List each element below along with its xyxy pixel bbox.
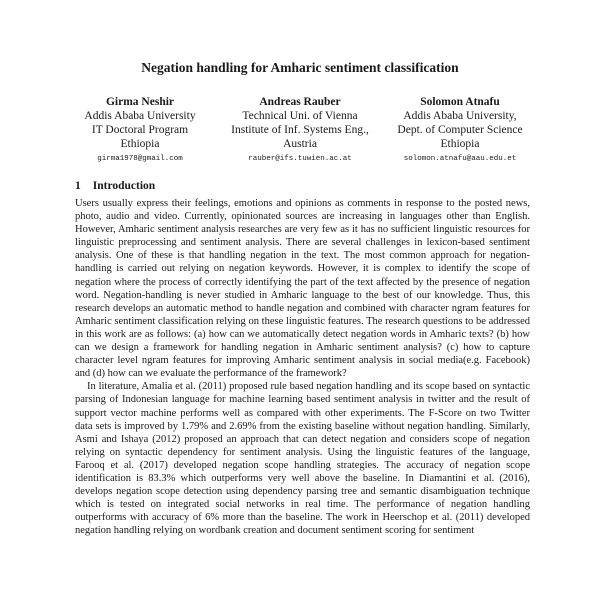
paragraph: In literature, Amalia et al. (2011) proposed rule based negation handling and its scope based on syntactic parsing of Indonesian language for machine learning based sentiment analysis in twitter and the result of support vector machine performs well as compared with other experiments. The F-Score on two Twitter data sets is improved by 1.79% and 2.69% from the existing baseline without negation handling. Similarly, Asmi and Ishaya (2012) proposed an approach that can detect negation and considers scope of negation relying on syntactic dependency for sentiment analysis. Using the linguistic features of the language, Farooq et al. (2017) developed negation scope handling strategies. The accuracy of negation scope identification is 83.3% which outperforms very well above the baseline. In Diamantini et al. (2016), develops negation scope detection using dependency parsing tree and semantic disambiguation technique which is tested on integrated social networks in real time. The performance of negation handling outperforms with accuracy of 6% more than the baseline. The work in Heerschop et al. (2011) developed negation handling relying on wordbank creation and document sentiment scoring for sentiment — [75, 381, 530, 537]
author-affiliation: Dept. of Computer Science — [397, 124, 523, 136]
author-email: rauber@ifs.tuwien.ac.at — [248, 155, 352, 163]
author-country: Austria — [283, 138, 317, 150]
author-affiliation: Addis Ababa University — [84, 110, 196, 122]
author-affiliation: Addis Ababa University, — [403, 110, 517, 122]
paragraph: Users usually express their feelings, emotions and opinions as comments in response to the posted news, photo, audio and video. Currently, opinionated sources are increasing in languages other than English. However, Amharic sentiment analysis researches are very few as it has no sufficient linguistic resources for linguistic preprocessing and sentiment analysis. There are several challenges in lexicon-based sentiment analysis. One of these is that handling negation in the text. The most common approach for negation-handling is carried out relying on negation keywords. However, it is complex to identify the scope of negation where the process of correctly identifying the part of the text affected by the presence of negation word. Negation-handling is never studied in Amharic language to the best of our knowledge. Thus, this research develops an automatic method to handle negation and combined with character ngram features for Amharic sentiment classification relying on these linguistic features. The research questions to be addressed in this work are as follows: (a) how can we automatically detect negation words in Amharic texts? (b) how can we design a framework for handling negation in Amharic sentiment analysis? (c) how to capture character level ngram features for improving Amharic sentiment analysis in social media(e.g. Facebook) and (d) how can we evaluate the performance of the framework? — [75, 198, 530, 380]
author-2 — [215, 95, 385, 167]
author-country: Ethiopia — [440, 138, 480, 150]
body-text — [75, 197, 530, 537]
author-email: solomon.atnafu@aau.edu.et — [403, 155, 517, 163]
section-number: 1 — [75, 180, 81, 192]
section-heading — [75, 180, 155, 192]
author-name: Girma Neshir — [105, 96, 175, 108]
author-affiliation: Technical Uni. of Vienna — [242, 110, 358, 122]
author-affiliation: IT Doctoral Program — [91, 124, 189, 136]
author-name: Solomon Atnafu — [420, 96, 500, 108]
author-name: Andreas Rauber — [259, 96, 341, 108]
paper-title: Negation handling for Amharic sentiment classification — [141, 60, 459, 75]
author-block — [0, 95, 600, 165]
author-email: girma1978@gmail.com — [97, 155, 183, 163]
author-country: Ethiopia — [120, 138, 160, 150]
author-3 — [375, 95, 545, 167]
author-1 — [55, 95, 225, 167]
author-affiliation: Institute of Inf. Systems Eng., — [231, 124, 369, 136]
section-title: Introduction — [92, 180, 156, 192]
